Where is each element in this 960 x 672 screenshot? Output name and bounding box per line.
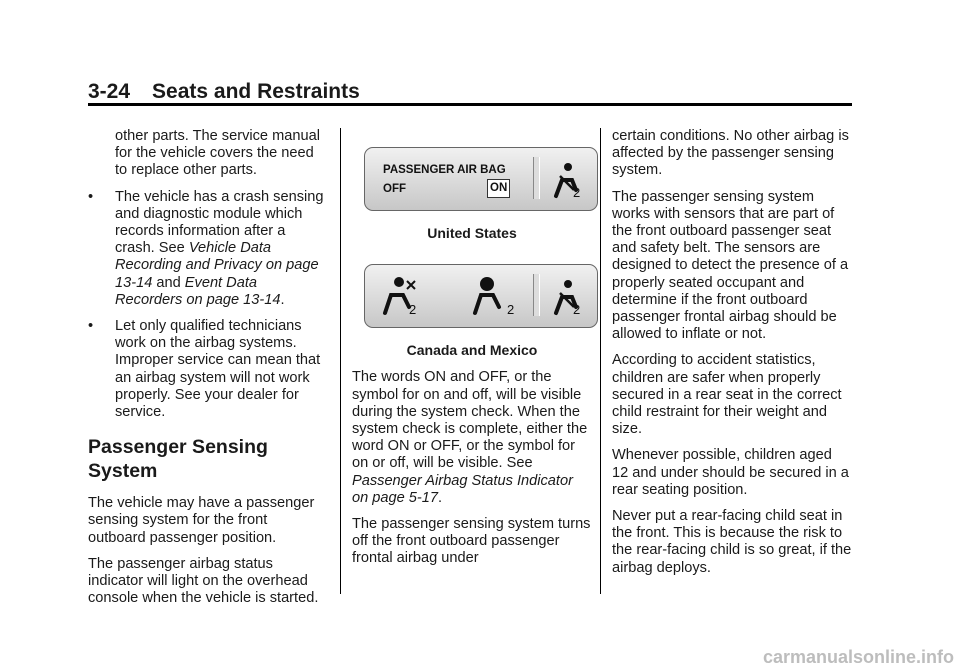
paragraph: The words ON and OFF, or the symbol for on and off, will be visible during the system check. When the system check is complete, either the word ON or OFF, or the symbol for on or off, will be visible. See Passenger Airbag Status Indicator on page 5-17. — [352, 369, 588, 506]
cross-reference-link[interactable]: Passenger Airbag Status Indicator on page 5-17 — [352, 472, 573, 506]
on-label: ON — [487, 179, 510, 198]
seat-number: 2 — [573, 185, 581, 200]
continued-paragraph: other parts. The service manual for the vehicle covers the need to replace other parts. — [115, 128, 320, 179]
paragraph: certain conditions. No other airbag is affected by the passenger sensing system. — [612, 128, 849, 179]
cross-reference-link[interactable]: Vehicle Data Recording and Privacy on page 13-14 — [115, 240, 319, 291]
seat-number: 2 — [409, 302, 417, 318]
seatbelt-icon — [548, 277, 588, 317]
paragraph: Whenever possible, children aged 12 and under should be secured in a rear seating position. — [612, 447, 849, 498]
page-header — [88, 80, 360, 104]
panel-separator — [533, 274, 540, 316]
paragraph: Never put a rear-facing child seat in the front. This is because the risk to the rear-facing child is so great, if the airbag deploys. — [612, 508, 852, 576]
column-divider-1 — [340, 128, 341, 594]
bullet-icon: • — [88, 318, 94, 335]
section-heading: Passenger Sensing System — [88, 436, 268, 483]
caption-canada: Canada and Mexico — [406, 342, 538, 359]
column-divider-2 — [600, 128, 601, 594]
column-3 — [612, 128, 852, 586]
header-rule — [88, 103, 852, 106]
paragraph: The passenger sensing system works with sensors that are part of the front outboard passenger seat and safety belt. The sensors are designed to detect the presence of a properly seated occupant and determine if the front outboard passenger frontal airbag should be allowed to inflate or not. — [612, 188, 849, 343]
us-indicator-panel — [364, 147, 598, 211]
bullet-item: • The vehicle has a crash sensing and diagnostic module which records information after a crash. See Vehicle Data Recording and Privacy on page 13-14 and Event Data Recorders on page 13-14. — [88, 188, 324, 308]
off-label: OFF — [383, 183, 406, 195]
column-2 — [352, 147, 592, 577]
bullet-item: • Let only qualified technicians work on the airbag systems. Improper service can mean that an airbag system will not work properly. See your dealer for service. — [88, 318, 321, 421]
paragraph: The vehicle may have a passenger sensing system for the front outboard passenger position. — [88, 495, 315, 546]
bullet-icon: • — [88, 188, 94, 205]
paragraph: The passenger sensing system turns off the front outboard passenger frontal airbag under — [352, 516, 591, 567]
caption-us: United States — [427, 225, 517, 241]
column-1 — [88, 128, 328, 616]
seat-number: 2 — [573, 302, 581, 318]
page-number: 3-24 — [88, 80, 131, 103]
watermark: carmanualsonline.info — [762, 647, 954, 667]
canada-indicator-panel — [364, 264, 598, 328]
airbag-on-icon — [469, 275, 509, 317]
panel-separator — [533, 157, 540, 199]
seat-number: 2 — [507, 302, 515, 318]
paragraph: The passenger airbag status indicator will light on the overhead console when the vehicle is started. — [88, 555, 319, 607]
cross-reference-link[interactable]: Event Data Recorders on page 13-14 — [115, 274, 281, 308]
section-title: Seats and Restraints — [152, 80, 360, 103]
paragraph: According to accident statistics, children are safer when properly secured in a rear seat in the correct child restraint for their weight and size. — [612, 352, 842, 438]
seatbelt-icon — [548, 160, 588, 200]
panel-label: PASSENGER AIR BAG — [383, 164, 506, 176]
